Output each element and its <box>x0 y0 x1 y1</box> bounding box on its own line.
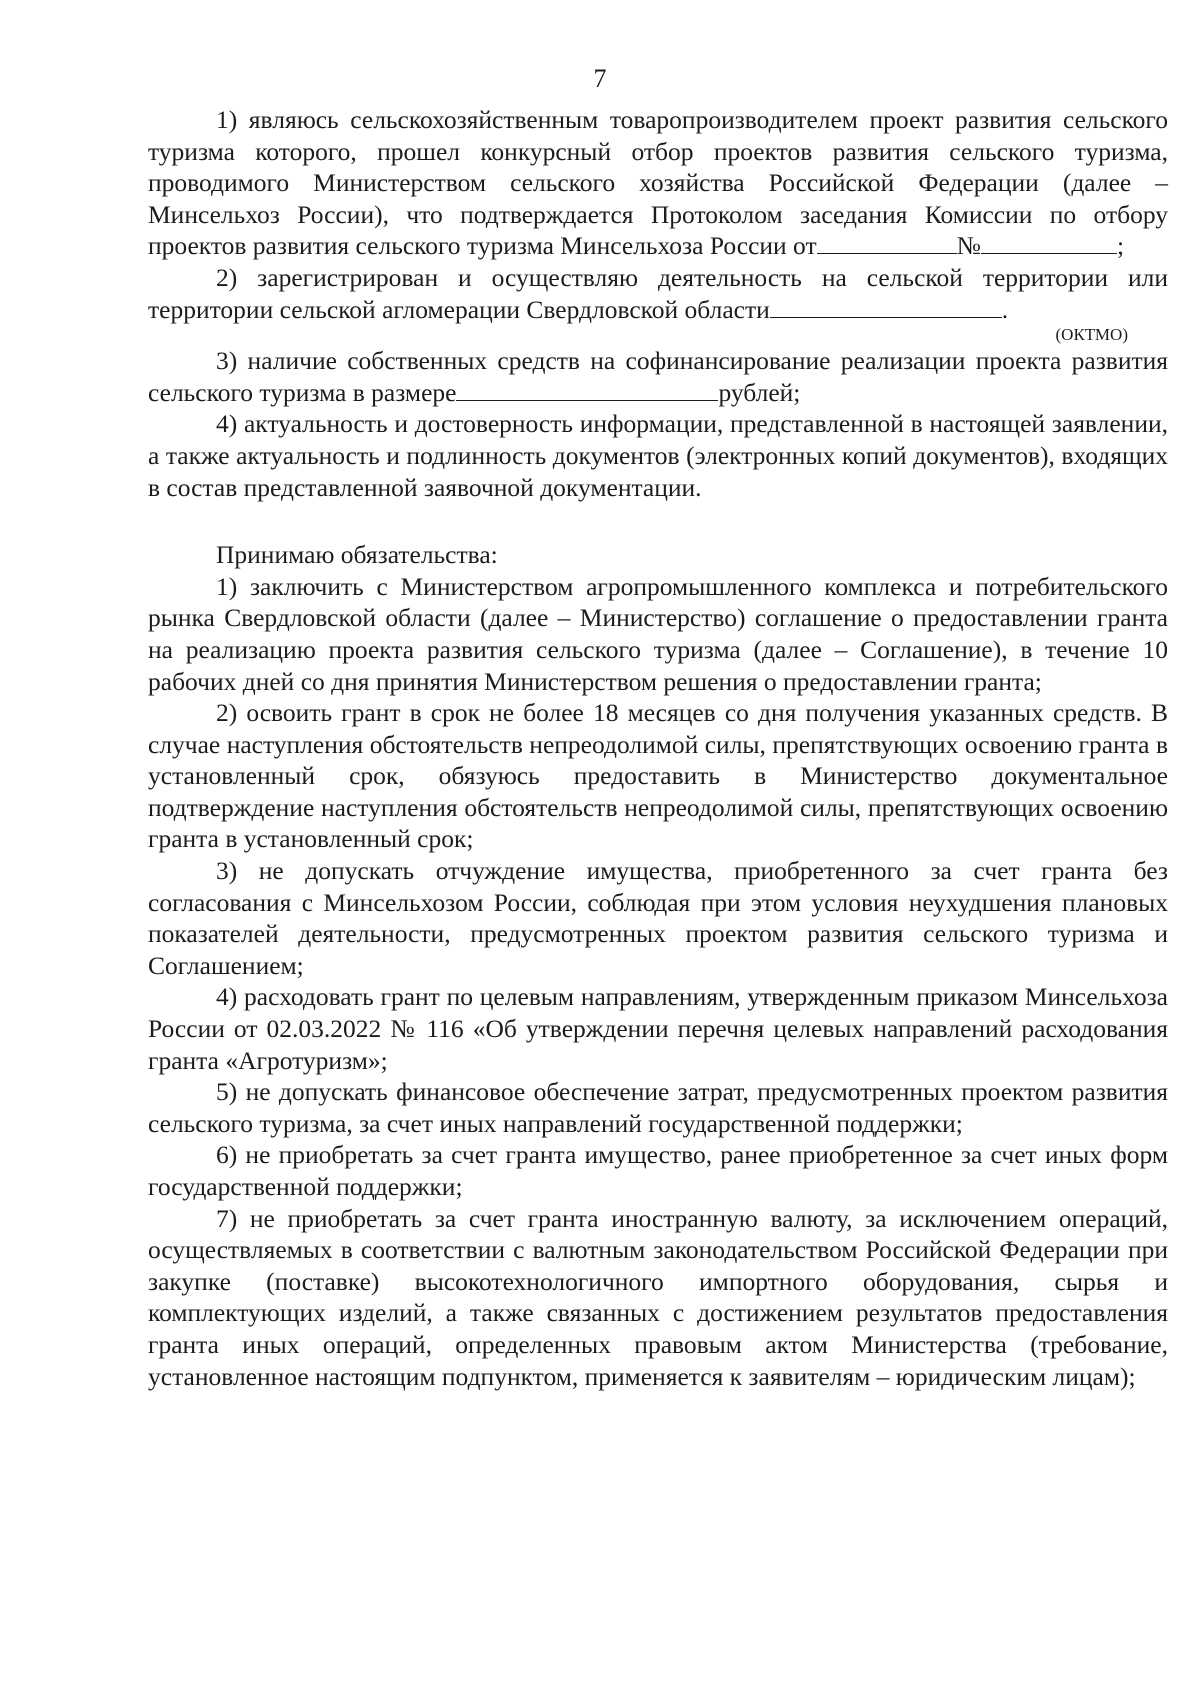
paragraph-1: 1) являюсь сельскохозяйственным товаропроизводителем проект развития сельского туризма которого, прошел конкурсный отбор проектов развития сельского туризма, проводимого Министерством сельского хозяйства Российской Федерации (далее – Минсельхоз России), что подтверждается Протоколом заседания Комиссии по отбору проектов развития сельского туризма Минсельхоза России от № ; <box>148 105 1168 261</box>
paragraph-2: 2) зарегистрирован и осуществляю деятельность на сельской территории или территории сельской агломерации Свердловской области . <box>148 262 1168 324</box>
obligation-item: 6) не приобретать за счет гранта имущество, ранее приобретенное за счет иных форм государственной поддержки; <box>148 1140 1168 1201</box>
section-gap <box>148 503 1168 539</box>
protocol-number-blank <box>981 231 1117 254</box>
paragraph-4: 4) актуальность и достоверность информации, представленной в настоящей заявлении, а также актуальность и подлинность документов (электронных копий документов), входящих в состав представленной заявочной документации. <box>148 409 1168 502</box>
oktmo-blank <box>770 295 1002 318</box>
page-number: 7 <box>593 64 607 93</box>
obligation-item: 2) освоить грант в срок не более 18 месяцев со дня получения указанных средств. В случае наступления обстоятельств непреодолимой силы, препятствующих освоению гранта в установленный срок, обязуюсь предоставить в Министерство документальное подтверждение наступления обстоятельств непреодолимой силы, препятствующих освоению гранта в установленный срок; <box>148 698 1168 854</box>
document-body <box>148 104 1168 1392</box>
paragraph-3-text: 3) наличие собственных средств на софинансирование реализации проекта развития сельского туризма в размере <box>148 346 1168 407</box>
obligation-item: 5) не допускать финансовое обеспечение затрат, предусмотренных проектом развития сельского туризма, за счет иных направлений государственной поддержки; <box>148 1077 1168 1138</box>
paragraph-3: 3) наличие собственных средств на софинансирование реализации проекта развития сельского туризма в размере рублей; <box>148 346 1168 407</box>
obligation-item: 4) расходовать грант по целевым направлениям, утвержденным приказом Минсельхоза России от 02.03.2022 № 116 «Об утверждении перечня целевых направлений расходования гранта «Агротуризм»; <box>148 982 1168 1075</box>
number-sign: № <box>956 231 981 261</box>
obligations-heading: Принимаю обязательства: <box>216 540 498 570</box>
protocol-date-blank <box>817 231 957 254</box>
obligation-item: 7) не приобретать за счет гранта иностранную валюту, за исключением операций, осуществляемых в соответствии с валютным законодательством Российской Федерации при закупке (поставке) высокотехнологичного импортного оборудования, сырья и комплектующих изделий, а также связанных с достижением результатов предоставления гранта иных операций, определенных правовым актом Министерства (требование, установленное настоящим подпунктом, применяется к заявителям – юридическим лицам); <box>148 1203 1168 1391</box>
paragraph-2-text: 2) зарегистрирован и осуществляю деятельность на сельской территории или территории сельской агломерации Свердловской области <box>148 262 1168 324</box>
amount-blank <box>456 378 718 401</box>
paragraph-1-text: 1) являюсь сельскохозяйственным товаропроизводителем проект развития сельского туризма которого, прошел конкурсный отбор проектов развития сельского туризма, проводимого Министерством сельского хозяйства Российской Федерации (далее – Минсельхоз России), что подтверждается Протоколом заседания Комиссии по отбору проектов развития сельского туризма Минсельхоза России от <box>148 105 1168 261</box>
oktmo-caption: (ОКТМО) <box>1055 325 1128 345</box>
obligation-item: 3) не допускать отчуждение имущества, приобретенного за счет гранта без согласования с Минсельхозом России, соблюдая при этом условия неухудшения плановых показателей деятельности, предусмотренных проектом развития сельского туризма и Соглашением; <box>148 856 1168 980</box>
obligation-item: 1) заключить с Министерством агропромышленного комплекса и потребительского рынка Свердловской области (далее – Министерство) соглашение о предоставлении гранта на реализацию проекта развития сельского туризма (далее – Соглашение), в течение 10 рабочих дней со дня принятия Министерством решения о предоставлении гранта; <box>148 571 1168 696</box>
